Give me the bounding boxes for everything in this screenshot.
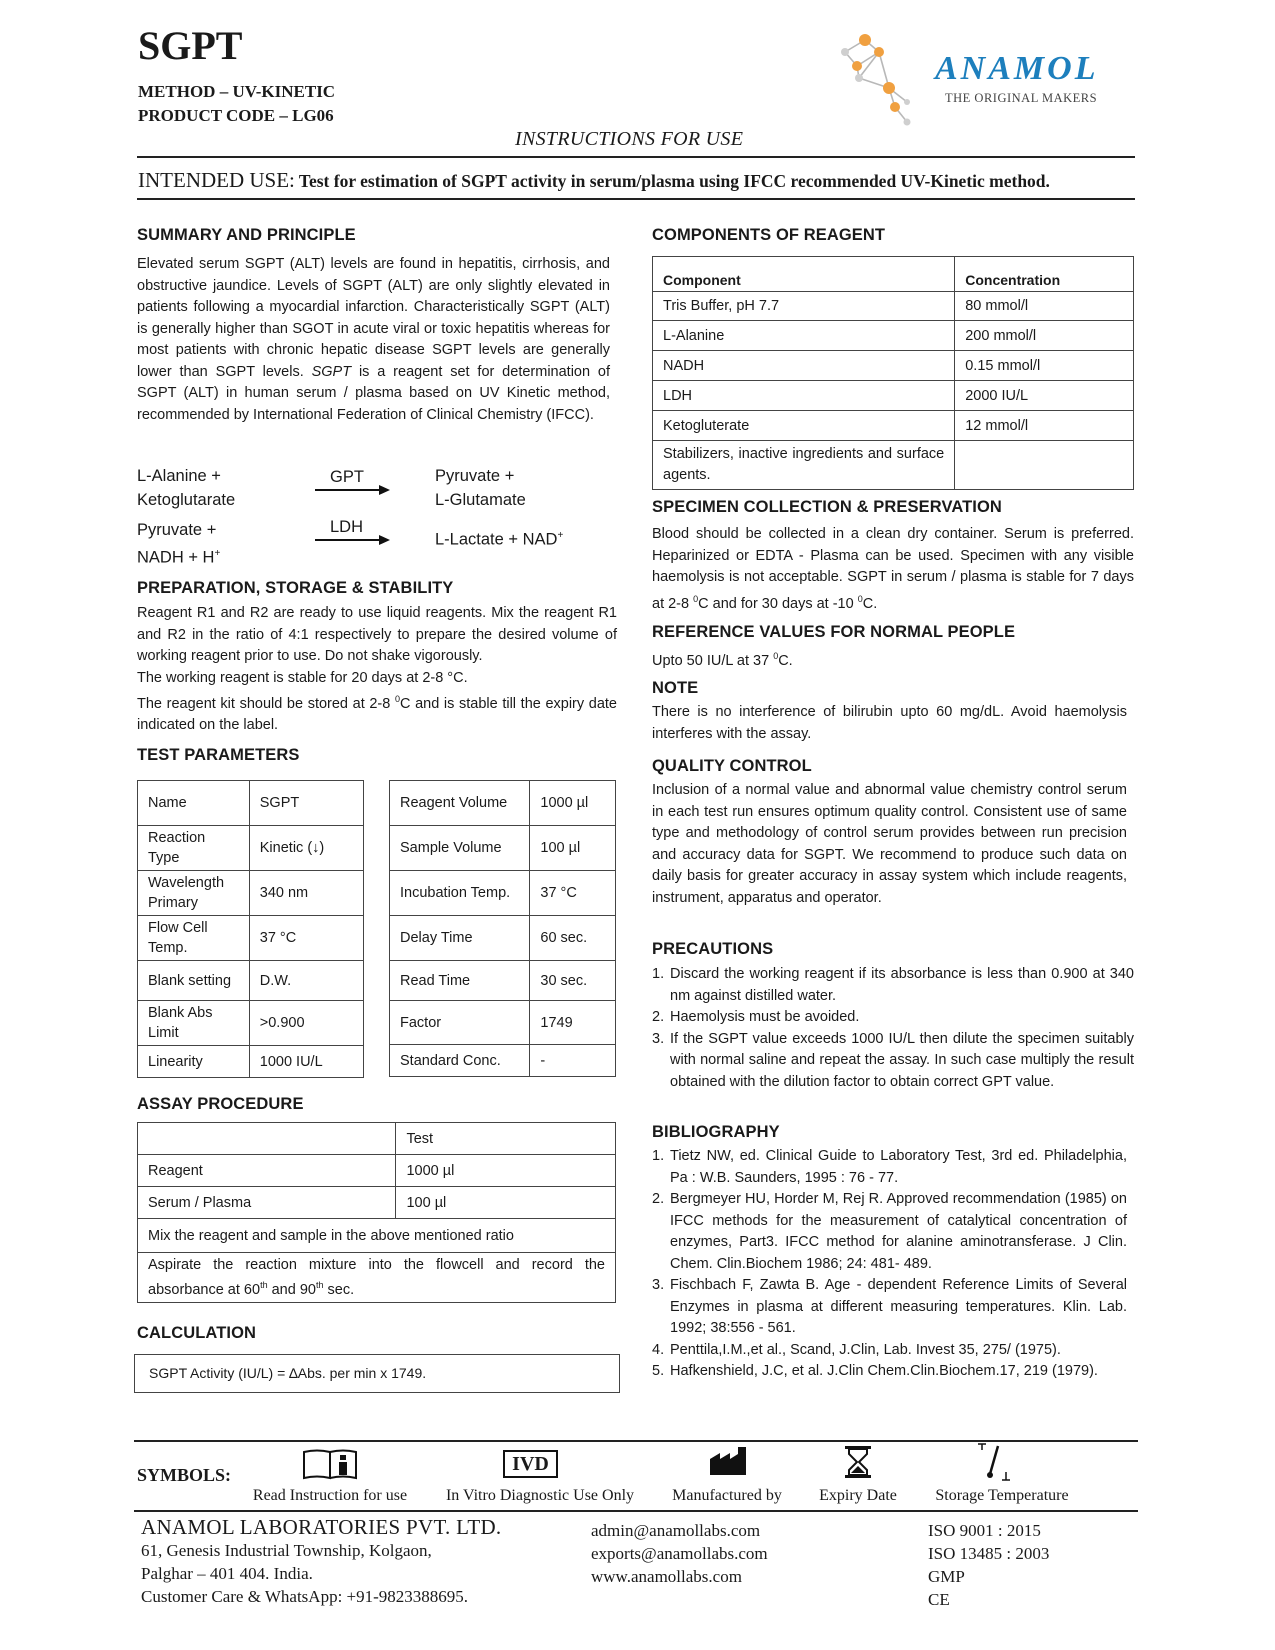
table-row (390, 1045, 616, 1077)
param-name: Delay Time (390, 916, 530, 961)
param-value: - (530, 1045, 616, 1077)
param-name: Reaction Type (138, 826, 250, 871)
preparation-heading: PREPARATION, STORAGE & STABILITY (137, 579, 454, 597)
quality-text: Inclusion of a normal value and abnormal value chemistry control serum in each test run ensures optimum quality control. Consistent use of same type and methodology of control serum provides between run precision and accuracy data for SGPT. We recommend to produce such data on daily basis for greater accuracy in assay system which include reagents, instrument, apparatus and operator. (652, 782, 1127, 906)
footer-company (141, 1516, 581, 1608)
symbol-caption-manufactured: Manufactured by (672, 1487, 782, 1504)
customer-care: Customer Care & WhatsApp: +91-9823388695. (141, 1587, 469, 1606)
divider (134, 1510, 1138, 1512)
component-name: L-Alanine (653, 321, 955, 351)
website-link[interactable]: www.anamollabs.com (591, 1567, 742, 1586)
email-exports[interactable]: exports@anamollabs.com (591, 1544, 768, 1563)
reference-text-b: C. (778, 652, 793, 669)
list-item (652, 1007, 1134, 1029)
intended-use (138, 168, 1138, 193)
assay-empty-cell (138, 1123, 396, 1155)
specimen-heading: SPECIMEN COLLECTION & PRESERVATION (652, 498, 1002, 516)
list-item (652, 1275, 1127, 1340)
param-name: Blank setting (138, 961, 250, 1001)
assay-aspirate-a: Aspirate the reaction mixture into the flowcell and record the absorbance at 60 (148, 1257, 605, 1298)
test-parameters-heading: TEST PARAMETERS (137, 746, 300, 764)
component-name: Ketogluterate (653, 411, 955, 441)
component-value (955, 441, 1134, 490)
method-line: METHOD – UV-KINETIC (138, 82, 336, 101)
book-info-icon (302, 1448, 360, 1480)
preparation-p1: Reagent R1 and R2 are ready to use liquid reagents. Mix the reagent R1 and R2 in the ratio of 4:1 respectively to prepare the desired volume of working reagent prior to use. Do not shake vigorously. (137, 605, 617, 664)
reference-text (652, 646, 1134, 672)
component-name: NADH (653, 351, 955, 381)
item-number: 2. (652, 1009, 665, 1025)
component-value: 12 mmol/l (955, 411, 1134, 441)
cert-gmp: GMP (928, 1567, 965, 1586)
reaction-2-right-text: L-Lactate + NAD (435, 530, 558, 549)
precautions-list (652, 964, 1134, 1093)
item-number: 3. (652, 1277, 665, 1293)
param-name: Factor (390, 1001, 530, 1045)
table-row (390, 871, 616, 916)
components-col-concentration: Concentration (955, 257, 1134, 292)
param-name: Incubation Temp. (390, 871, 530, 916)
product-code-line: PRODUCT CODE – LG06 (138, 106, 334, 125)
summary-paragraph: Elevated serum SGPT (ALT) levels are found in hepatitis, cirrhosis, and obstructive jaundice. Levels of SGPT (ALT) are only slightly elevated in patients following a myocardial infarction. Characteristically SGPT (ALT) is generally higher than SGOT in acute viral or toxic hepatitis whereas for most patients with chronic hepatic disease SGPT levels are generally lower than SGPT levels. (137, 256, 610, 380)
reaction-1-right-line2: L-Glutamate (435, 491, 526, 509)
table-row (138, 1253, 616, 1303)
assay-col-test: Test (396, 1123, 616, 1155)
assay-table (137, 1122, 616, 1303)
anamol-molecule-logo-icon (835, 22, 935, 132)
item-number: 4. (652, 1341, 665, 1358)
cert-iso9001: ISO 9001 : 2015 (928, 1521, 1041, 1540)
quality-heading: QUALITY CONTROL (652, 757, 812, 775)
assay-row-value: 1000 µl (396, 1155, 616, 1187)
table-row (653, 292, 1134, 321)
intended-use-text: Test for estimation of SGPT activity in serum/plasma using IFCC recommended UV-Kinetic method. (298, 171, 1050, 191)
item-text: Haemolysis must be avoided. (670, 1009, 860, 1025)
thermometer-icon (976, 1440, 1016, 1482)
assay-row-label: Serum / Plasma (138, 1187, 396, 1219)
item-text: Hafkenshield, J.C, et al. J.Clin Chem.Clin.Biochem.17, 219 (1979). (670, 1363, 1098, 1379)
param-name: Standard Conc. (390, 1045, 530, 1077)
param-value: >0.900 (249, 1001, 363, 1046)
table-row (653, 381, 1134, 411)
note-text: There is no interference of bilirubin upto 60 mg/dL. Avoid haemolysis interferes with the assay. (652, 704, 1127, 742)
footer-contacts (591, 1519, 851, 1588)
symbols-label: SYMBOLS: (137, 1465, 232, 1485)
assay-mix: Mix the reagent and sample in the above mentioned ratio (138, 1219, 616, 1253)
components-heading: COMPONENTS OF REAGENT (652, 226, 886, 244)
cert-iso13485: ISO 13485 : 2003 (928, 1544, 1050, 1563)
email-admin[interactable]: admin@anamollabs.com (591, 1521, 761, 1540)
specimen-text-b: C and for 30 days at -10 (698, 595, 858, 612)
item-text: If the SGPT value exceeds 1000 IU/L then dilute the specimen suitably with normal saline and repeat the assay. In such case multiply the result obtained with the dilution factor to obtain correct GPT value. (670, 1030, 1134, 1090)
table-row (653, 411, 1134, 441)
param-value: 1749 (530, 1001, 616, 1045)
table-row (390, 961, 616, 1001)
component-value: 2000 IU/L (955, 381, 1134, 411)
list-item (652, 1340, 1127, 1362)
assay-sup2: th (315, 1280, 324, 1290)
param-value: D.W. (249, 961, 363, 1001)
specimen-sup1: 0 (693, 593, 699, 604)
reaction-2-right (435, 530, 563, 550)
param-value: 1000 µl (530, 781, 616, 826)
reaction-1-right (435, 464, 526, 512)
logo-name: ANAMOL (935, 50, 1099, 87)
param-name: Sample Volume (390, 826, 530, 871)
symbol-caption-expiry: Expiry Date (819, 1487, 897, 1504)
precautions-heading: PRECAUTIONS (652, 940, 774, 958)
table-row (138, 1155, 616, 1187)
param-name: Reagent Volume (390, 781, 530, 826)
reaction-2-left-line2: NADH + H (137, 548, 215, 567)
item-text: Penttila,I.M.,et al., Scand, J.Clin, Lab. Invest 35, 275/ (1975). (670, 1341, 1061, 1358)
list-item (652, 1361, 1127, 1383)
reaction-2-right-sup: + (557, 530, 564, 541)
specimen-sup2: 0 (857, 593, 863, 604)
table-row (390, 826, 616, 871)
param-value: 30 sec. (530, 961, 616, 1001)
preparation-p3b: C and is stable till the expiry date indicated on the label. (137, 695, 617, 734)
param-value: 340 nm (249, 871, 363, 916)
item-text: Fischbach F, Zawta B. Age - dependent Reference Limits of Several Enzymes in plasma at different measuring temperatures. Klin. Lab. 1992; 38:556 - 561. (670, 1277, 1127, 1336)
components-col-component: Component (653, 257, 955, 292)
preparation-p3sup: 0 (394, 694, 400, 704)
reference-heading: REFERENCE VALUES FOR NORMAL PEOPLE (652, 623, 1016, 641)
preparation-p3a: The reagent kit should be stored at 2-8 (137, 695, 395, 712)
table-row (390, 916, 616, 961)
reaction-1-left-line2: Ketoglutarate (137, 491, 236, 509)
logo-tagline: THE ORIGINAL MAKERS (945, 91, 1098, 105)
reference-text-a: Upto 50 IU/L at 37 (652, 652, 774, 669)
divider (137, 156, 1135, 158)
component-value: 0.15 mmol/l (955, 351, 1134, 381)
component-value: 80 mmol/l (955, 292, 1134, 321)
item-number: 1. (652, 1148, 665, 1164)
list-item (652, 1029, 1134, 1094)
assay-row-value: 100 µl (396, 1187, 616, 1219)
param-value: 60 sec. (530, 916, 616, 961)
calculation-heading: CALCULATION (137, 1324, 257, 1342)
table-row (390, 781, 616, 826)
component-name: Tris Buffer, pH 7.7 (653, 292, 955, 321)
calculation-formula: SGPT Activity (IU/L) = ∆Abs. per min x 1749. (149, 1365, 427, 1381)
assay-aspirate-c: sec. (323, 1281, 355, 1298)
test-parameters-table-left (137, 780, 364, 1078)
table-row (138, 1187, 616, 1219)
reaction-2-enzyme: LDH (330, 518, 364, 536)
reference-sup: 0 (773, 651, 779, 661)
param-value: 100 µl (530, 826, 616, 871)
hourglass-icon (843, 1444, 873, 1480)
item-text: Tietz NW, ed. Clinical Guide to Laboratory Test, 3rd ed. Philadelphia, Pa : W.B. Saunders, 1995 : 76 - 77. (670, 1148, 1127, 1186)
item-number: 2. (652, 1191, 665, 1207)
preparation-text (137, 603, 617, 737)
param-value: Kinetic (↓) (249, 826, 363, 871)
list-item (652, 1146, 1127, 1189)
table-row (390, 1001, 616, 1045)
table-row (138, 781, 364, 826)
symbol-caption-read-instructions: Read Instruction for use (252, 1487, 408, 1504)
intended-use-label: INTENDED USE: (138, 168, 295, 192)
product-title: SGPT (138, 23, 243, 68)
summary-heading: SUMMARY AND PRINCIPLE (137, 226, 356, 244)
assay-aspirate (138, 1253, 616, 1303)
cert-ce: CE (928, 1590, 950, 1609)
param-value: 37 °C (249, 916, 363, 961)
reaction-2-sup: + (214, 548, 221, 559)
component-name: Stabilizers, inactive ingredients and surface agents. (653, 441, 955, 490)
table-row (138, 916, 364, 961)
table-row (138, 826, 364, 871)
symbol-caption-ivd: In Vitro Diagnostic Use Only (445, 1487, 635, 1504)
table-row (653, 441, 1134, 490)
table-row (138, 871, 364, 916)
reaction-1-enzyme: GPT (330, 468, 364, 486)
param-name: Flow Cell Temp. (138, 916, 250, 961)
method-block (138, 80, 335, 128)
company-address-2: Palghar – 401 404. India. (141, 1564, 313, 1583)
assay-aspirate-b: and 90 (267, 1281, 316, 1298)
company-name: ANAMOL LABORATORIES PVT. LTD. (141, 1515, 502, 1539)
table-row (138, 1123, 616, 1155)
param-name: Linearity (138, 1046, 250, 1078)
divider (137, 198, 1135, 200)
specimen-text-a: Blood should be collected in a clean dry container. Serum is preferred. Heparinized or EDTA - Plasma can be used. Specimen with any visible haemolysis is not acceptable. SGPT in serum / plasma is stable for 7 days at 2-8 (652, 526, 1134, 612)
company-address-1: 61, Genesis Industrial Township, Kolgaon, (141, 1541, 432, 1560)
table-row (653, 257, 1134, 292)
item-number: 5. (652, 1363, 665, 1379)
assay-heading: ASSAY PROCEDURE (137, 1095, 304, 1113)
item-text: Discard the working reagent if its absorbance is less than 0.900 at 340 nm against distilled water. (670, 966, 1134, 1004)
arrow-right-icon (315, 484, 391, 496)
reaction-1-right-line1: Pyruvate + (435, 467, 515, 485)
bibliography-heading: BIBLIOGRAPHY (652, 1123, 780, 1141)
item-number: 3. (652, 1030, 665, 1047)
list-item (652, 1189, 1127, 1275)
summary-italic: SGPT (311, 363, 352, 380)
components-table (652, 256, 1134, 490)
table-row (138, 961, 364, 1001)
param-name: Wavelength Primary (138, 871, 250, 916)
symbol-caption-storage: Storage Temperature (935, 1487, 1069, 1504)
reaction-2-left-line1: Pyruvate + (137, 521, 217, 539)
component-name: LDH (653, 381, 955, 411)
list-item (652, 964, 1134, 1007)
summary-paragraph-2: is a reagent set for determination of SGPT (ALT) in human serum / plasma based on UV Kinetic method, recommended by International Federation of Clinical Chemistry (IFCC). (137, 363, 610, 423)
reaction-2-left (137, 518, 220, 570)
table-row (653, 321, 1134, 351)
param-value: 1000 IU/L (249, 1046, 363, 1078)
param-name: Name (138, 781, 250, 826)
specimen-text (652, 524, 1134, 615)
test-parameters-table-right (389, 780, 616, 1077)
component-value: 200 mmol/l (955, 321, 1134, 351)
summary-text (137, 254, 610, 426)
note-heading: NOTE (652, 679, 699, 697)
item-text: Bergmeyer HU, Horder M, Rej R. Approved recommendation (1985) on IFCC methods for the measurement of catalytical concentration of enzymes, Part3. IFCC method for alanine aminotransferase. J Clin. Chem. Clin.Biochem 1986; 24: 481- 489. (670, 1191, 1127, 1272)
arrow-right-icon (315, 534, 391, 546)
bibliography-list (652, 1146, 1127, 1383)
instructions-title: INSTRUCTIONS FOR USE (515, 128, 744, 150)
item-number: 1. (652, 966, 665, 982)
ivd-icon: IVD (503, 1450, 558, 1478)
assay-row-label: Reagent (138, 1155, 396, 1187)
reaction-1-left-line1: L-Alanine + (137, 467, 221, 485)
footer-certifications (928, 1519, 1128, 1611)
param-value: SGPT (249, 781, 363, 826)
param-name: Read Time (390, 961, 530, 1001)
table-row (138, 1001, 364, 1046)
param-name: Blank Abs Limit (138, 1001, 250, 1046)
table-row (138, 1219, 616, 1253)
assay-sup1: th (260, 1280, 268, 1290)
specimen-text-c: C. (862, 595, 878, 612)
factory-icon (708, 1445, 748, 1477)
reaction-1-left (137, 464, 235, 512)
table-row (138, 1046, 364, 1078)
preparation-p2: The working reagent is stable for 20 days at 2-8 °C. (137, 669, 468, 686)
param-value: 37 °C (530, 871, 616, 916)
calculation-box (134, 1354, 620, 1393)
table-row (653, 351, 1134, 381)
